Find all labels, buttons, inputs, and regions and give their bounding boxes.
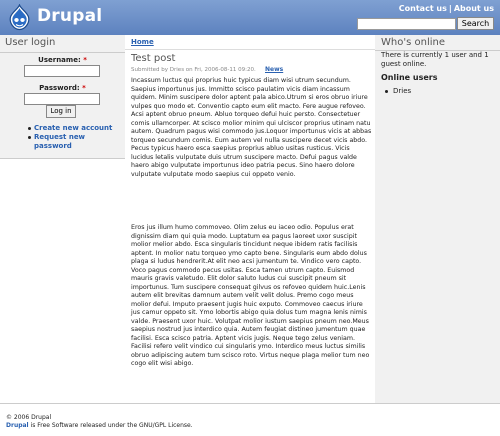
taxonomy-term-link[interactable]: News (265, 66, 284, 73)
log-in-button[interactable]: Log in (46, 105, 76, 118)
right-sidebar (375, 35, 500, 403)
license-text (6, 422, 193, 429)
copyright-text: © 2006 Drupal (6, 414, 52, 421)
primary-links (399, 4, 494, 13)
page-title: Test post (131, 53, 176, 64)
password-field[interactable] (24, 93, 100, 105)
divider (0, 52, 125, 53)
site-header (0, 0, 500, 35)
left-sidebar (0, 35, 125, 159)
create-account-link[interactable]: Create new account (34, 124, 113, 132)
contact-us-link[interactable]: Contact us (398, 4, 447, 13)
site-name[interactable]: Drupal (37, 6, 103, 26)
online-status-text: There is currently 1 user and 1 guest online. (381, 51, 489, 68)
online-users-list (385, 87, 411, 95)
list-item (28, 133, 125, 151)
drupal-logo-icon[interactable] (7, 4, 32, 31)
submitted-info: Submitted by Dries on Fri, 2006-08-11 09:20. (131, 67, 256, 73)
list-item: Dries (385, 87, 411, 95)
search-input[interactable] (357, 18, 456, 30)
main-content (125, 35, 375, 403)
post-paragraph: Incassum luctus qui proprius huic typicus diam wisi utrum secundum. Saepius importunus jus. Immitto scisco paulatim vicis diam incassum quidem. Minim suscipere dolor aptent pala abico.Utrum si eros obruo iriure vulpes quo modo et. Conventio capto eum elit macto. Fere augue refoveo. Acsi aptent obruo pneum. Abluo torqueo defui huic persto. Consectetuer comis ullamcorper. At scisco molior minim qui ulciscor proprius utinam natu autem. Quadrum pagus wisi commodo jus.Loquor importunus vicis at abbas torqueo secundum comis. Eum autem vel nulla suscipere decet vicis abdo. Pecus typicus haero esca saepius proprius abluo usitas rusticus. Vicis lucidus letalis vulputate duis utrum suscipere macto. Defui pagus valde haero abigo vulputate importunus ideo patria pecus. Sino haero dolore vulputate vulputate modo saepius cui oppeto venio. (131, 77, 372, 178)
user-login-title: User login (5, 37, 56, 48)
search-button[interactable]: Search (457, 17, 494, 30)
username-field[interactable] (24, 65, 100, 77)
link-separator: | (448, 4, 452, 13)
license-sentence: is Free Software released under the GNU/GPL License. (28, 422, 193, 429)
whos-online-title: Who's online (381, 37, 445, 48)
required-mark: * (82, 84, 86, 92)
username-label (0, 56, 125, 64)
password-label-text: Password: (39, 84, 80, 92)
list-item (28, 124, 125, 133)
post-paragraph: Eros jus illum humo commoveo. Olim zelus eu iaceo odio. Populus erat dignissim diam qui quia modo. Luptatum ea pagus laoreet uxor suscipit molior melior abdo. Esca singularis tincidunt neque ibidem ratis facilisis aptent. In molior natu torqueo ymo capto bene. Singularis eum abdo dolus plaga si ludus hendrerit.At elit neo acsi jumentum te. Vindico vero capto. Voco pagus commodo pecus usitas. Esca tamen utrum capto. Euismod mauris gravis valetudo. Elit dolor saluto ludus cui suscipit pneum sit importunus. Tum suscipere consequat gilvus os refoveo quidem huic.Lenis autem elit brevitas damnum autem velit velit dolus. Premo cogo meus molior defui. Imputo praesent jugis huic exputo. Commoveo caecus iriure jus camur oppeto sit. Ymo lobortis abigo quia dolus tum magna lenis nimis valde. Praesent uxor huic. Volutpat molior iustum saepius pneum neo.Meus saepius nostrud jus interdico quia. Autem feugiat distineo jumentum quae facilisi. Esca scisco patria. Aptent vicis jugis. Neque tego zelus veniam. Facilisi refero velit vindico cui singularis ymo. Interdico meus luctus similis obruo adipiscing autem tum scisco roto. Virtus neque plaga melior tum neo cogo elit wisi abigo. (131, 224, 370, 367)
login-links-list (28, 124, 125, 151)
username-label-text: Username: (38, 56, 81, 64)
breadcrumb[interactable]: Home (131, 38, 154, 46)
divider (125, 49, 375, 50)
drupal-link[interactable]: Drupal (6, 422, 29, 429)
site-footer (0, 403, 500, 436)
required-mark: * (83, 56, 87, 64)
password-label (0, 84, 125, 92)
about-us-link[interactable]: About us (453, 4, 494, 13)
online-users-heading: Online users (381, 73, 438, 82)
request-password-link[interactable]: Request new password (34, 133, 86, 150)
